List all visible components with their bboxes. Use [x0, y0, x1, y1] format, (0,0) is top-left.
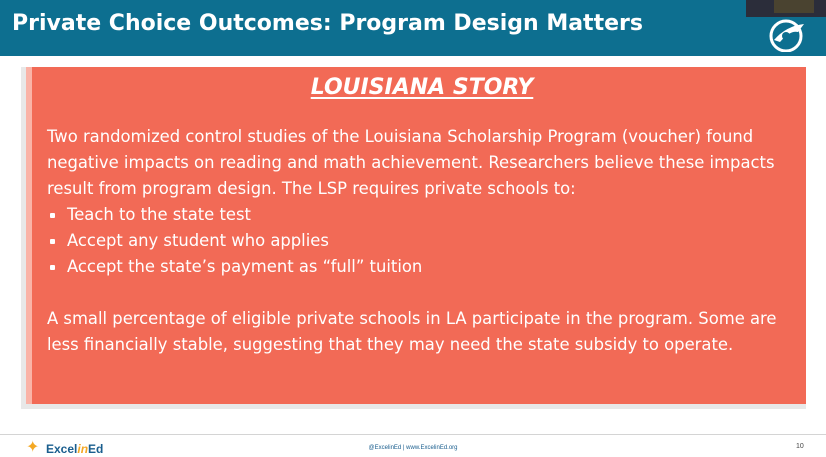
list-item: Teach to the state test	[47, 202, 807, 228]
video-thumbnail[interactable]	[746, 0, 826, 17]
star-icon: ✦	[26, 437, 40, 456]
list-item: Accept any student who applies	[47, 228, 807, 254]
footer-divider	[0, 434, 826, 435]
intro-paragraph: Two randomized control studies of the Louisiana Scholarship Program (voucher) found negative impacts on reading and math achievement. Researchers believe these impacts result from program design. The LSP requires private schools to:	[47, 127, 775, 198]
footer-contact[interactable]: @ExcelinEd | www.ExcelinEd.org	[368, 445, 458, 451]
page-number: 10	[796, 443, 804, 450]
excelined-logo-icon	[766, 16, 810, 52]
brand-prefix: Excel	[46, 442, 78, 456]
panel-heading: LOUISIANA STORY	[310, 75, 534, 100]
content-panel	[26, 67, 806, 404]
slide-header	[0, 0, 826, 56]
footer-brand-logo	[26, 437, 116, 457]
brand-wordmark	[46, 442, 103, 456]
requirements-list	[47, 202, 807, 280]
video-thumbnail-image	[774, 0, 814, 13]
panel-body	[47, 124, 807, 358]
slide-title: Private Choice Outcomes: Program Design Matters	[12, 11, 643, 36]
brand-suffix: Ed	[88, 442, 104, 456]
closing-paragraph: A small percentage of eligible private schools in LA participate in the program. Some are less financially stable, suggesting that they may need the state subsidy to operate.	[47, 309, 777, 354]
brand-in: in	[77, 442, 89, 456]
list-item: Accept the state’s payment as “full” tuition	[47, 254, 807, 280]
